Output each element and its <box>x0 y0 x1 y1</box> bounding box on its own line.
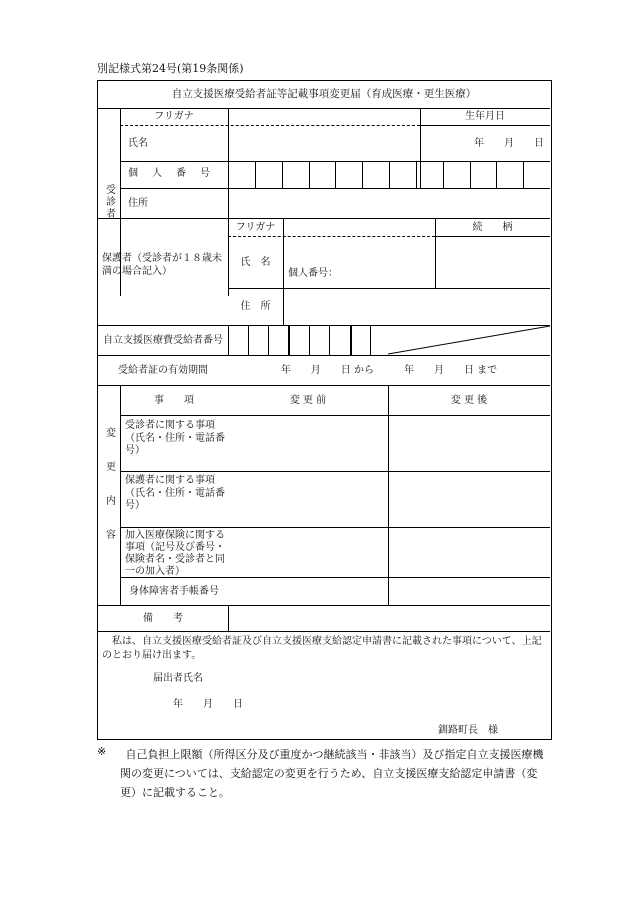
divider <box>283 218 284 325</box>
relation-label: 続 柄 <box>472 221 513 233</box>
changes-label-text: 変更内容 <box>103 427 115 563</box>
number-box-divider <box>443 161 444 188</box>
footnote-text: 自己負担上限額（所得区分及び重度かつ継続該当・非該当）及び指定自立支援医療機関の変更については、支給認定の変更を行うため、自立支援医療支給認定申請書（変更）に記載すること。 <box>120 748 544 799</box>
guardian-name-label: 氏 名 <box>240 256 271 268</box>
number-box-divider <box>370 325 371 355</box>
guardian-before-field[interactable] <box>232 474 384 524</box>
divider <box>120 125 420 126</box>
number-box-divider <box>389 161 390 188</box>
patient-name-label <box>128 137 221 150</box>
guardian-relation-field[interactable] <box>438 239 546 285</box>
insurance-after-field[interactable] <box>392 530 546 574</box>
patient-section-label: 受診者 <box>103 184 115 220</box>
validity-range-field[interactable]: 年 月 日 から 年 月 日 まで <box>280 364 498 376</box>
divider <box>120 471 550 472</box>
birthdate-label: 生年月日 <box>465 111 505 122</box>
change-row-guardian: 保護者に関する事項（氏名・住所・電話番号） <box>125 475 225 511</box>
footnote-mark: ※ <box>97 745 107 758</box>
recipient-number-label: 自立支援医療費受給者番号 <box>103 334 223 346</box>
number-box-divider <box>228 325 229 355</box>
divider <box>98 631 550 632</box>
number-box-divider <box>496 161 497 188</box>
guardian-address-label: 住 所 <box>240 301 271 312</box>
divider <box>228 605 229 631</box>
number-box-divider <box>255 161 256 188</box>
divider <box>120 415 550 416</box>
guardian-furigana-label: フリガナ <box>235 221 276 233</box>
number-box-divider <box>329 325 330 355</box>
validity-label: 受給者証の有効期間 <box>118 364 208 376</box>
declaration-text: 私は、自立支援医療受給者証及び自立支援医療支給認定申請書に記載された事項について、上記のとおり届け出ます。 <box>102 636 542 661</box>
guardian-name-field[interactable] <box>288 239 430 265</box>
number-box-divider <box>248 325 249 355</box>
remarks-label: 備 考 <box>143 612 183 624</box>
patient-after-field[interactable] <box>392 418 546 468</box>
number-box-divider <box>309 161 310 188</box>
disability-before-field[interactable] <box>232 580 384 602</box>
change-row-disability-card: 身体障害者手帳番号 <box>129 585 219 597</box>
number-box-divider <box>470 161 471 188</box>
date-field[interactable]: 年 月 日 <box>173 699 243 710</box>
remarks-field[interactable] <box>232 608 546 628</box>
guardian-address-field[interactable] <box>288 291 546 321</box>
divider <box>435 236 550 237</box>
patient-birthdate-field[interactable]: 年 月 日 <box>474 137 544 149</box>
addressee: 釧路町長 様 <box>438 725 498 736</box>
guardian-personal-number-label: 個人番号： <box>288 268 338 279</box>
divider <box>120 527 550 528</box>
col-before-header: 変 更 前 <box>289 394 327 406</box>
submitter-label: 届出者氏名 <box>153 673 203 684</box>
number-box-divider <box>268 325 269 355</box>
change-row-patient: 受診者に関する事項（氏名・住所・電話番号） <box>125 420 225 456</box>
guardian-after-field[interactable] <box>392 474 546 524</box>
number-box-divider <box>523 161 524 188</box>
number-box-divider <box>282 161 283 188</box>
number-box-divider <box>335 161 336 188</box>
number-box-divider <box>416 161 417 188</box>
number-box-divider <box>350 325 352 355</box>
number-box-divider <box>288 325 290 355</box>
divider <box>120 188 550 189</box>
number-box-divider <box>309 325 310 355</box>
patient-name-field[interactable] <box>236 131 416 159</box>
col-after-header: 変 更 後 <box>450 394 488 406</box>
changes-section-label <box>98 385 120 605</box>
guardian-section-label: 保護者（受診者が１８歳未満の場合記入） <box>102 253 222 277</box>
patient-furigana-label: フリガナ <box>154 111 194 122</box>
name-label-text: 氏名 <box>128 138 148 149</box>
change-row-insurance: 加入医療保険に関する事項（記号及び番号・保険者名・受診者と同一の加入者） <box>125 530 225 577</box>
col-item-header: 事 項 <box>154 394 194 406</box>
divider <box>120 385 121 605</box>
submitter-name-field[interactable] <box>208 669 408 687</box>
change-notification-form <box>97 80 552 740</box>
patient-address-label <box>128 197 221 210</box>
disability-after-field[interactable] <box>392 580 546 602</box>
form-title: 自立支援医療受給者証等記載事項変更届（育成医療・更生医療） <box>171 88 477 100</box>
form-number: 別記様式第24号(第19条関係) <box>97 62 244 75</box>
number-box-divider <box>362 161 363 188</box>
patient-before-field[interactable] <box>232 418 384 468</box>
insurance-before-field[interactable] <box>232 530 384 574</box>
diagonal-strike <box>388 325 550 355</box>
address-label-text: 住所 <box>128 198 148 209</box>
patient-personal-number-label: 個人番号 <box>128 168 224 179</box>
divider <box>388 385 389 605</box>
patient-address-field[interactable] <box>236 191 536 216</box>
